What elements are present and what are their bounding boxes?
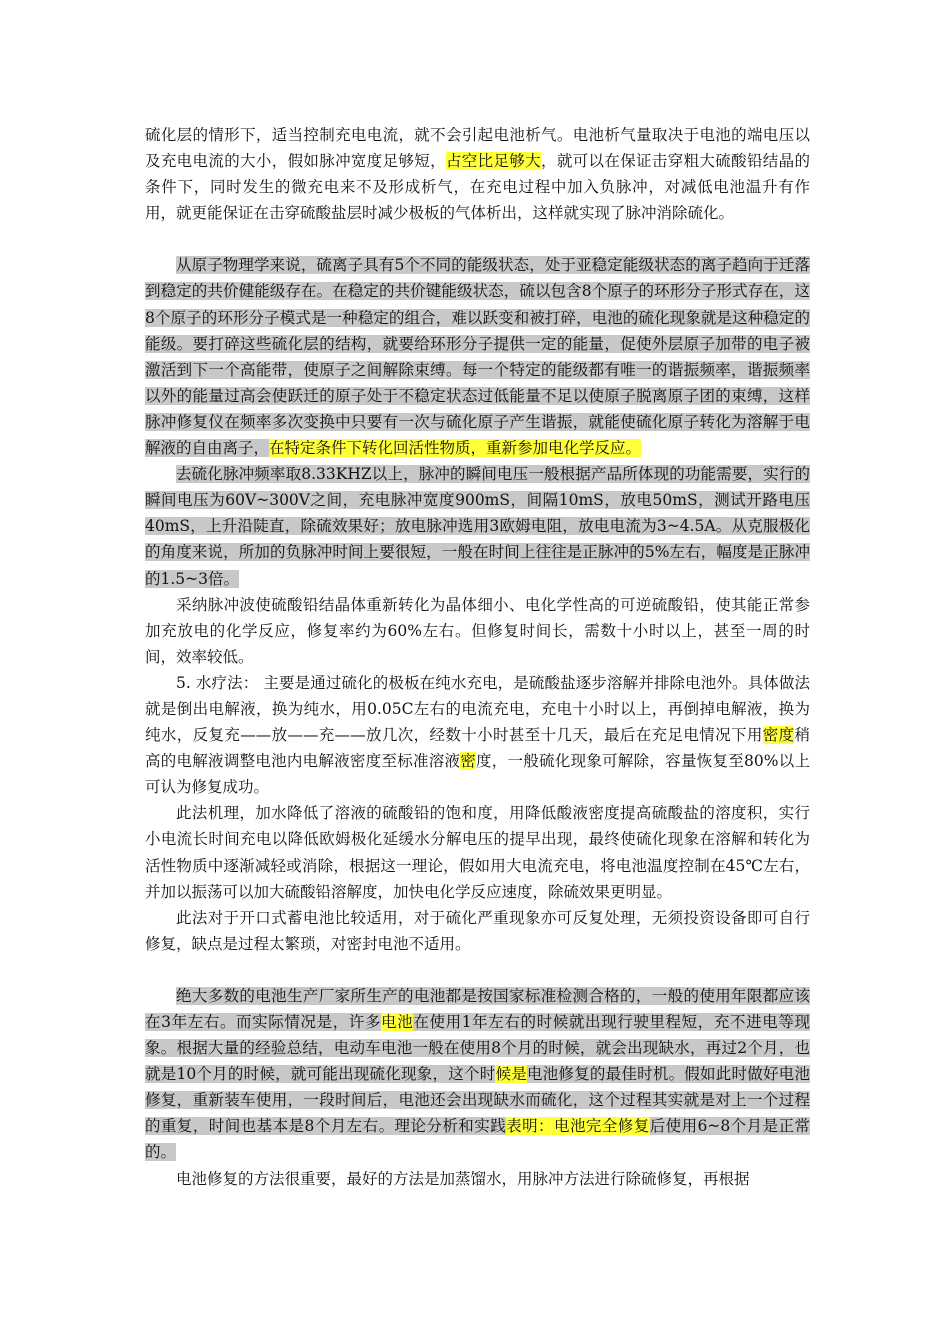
text-run: ，就可以在保证击穿粗大硫酸铅结晶的条件下，同时发生的微充电来不及形成析气，在充电过程中加入负脉冲，对减低电池温升有作用，就更能保证在击穿硫酸盐层时减少极板的气体析出，这样就实现了脉冲消除硫化。 xyxy=(145,152,810,223)
text-run: 度，一般硫化现象可解除，容量恢复至80%以上可认为修复成功。 xyxy=(145,752,810,797)
shaded-text: 在使用1年左右的时候就出现行驶里程短，充不进电等现象。根据大量的经验总结，电动车电池一般在使用8个月的时候，就会出现缺水，再过2个月，也就是10个月的时候，就可能出现硫化现象，这个时 xyxy=(145,1013,810,1084)
highlighted-text: 密 xyxy=(460,752,477,771)
text-run: 采纳脉冲波使硫酸铅结晶体重新转化为晶体细小、电化学性高的可逆硫酸铅，使其能正常参加充放电的化学反应，修复率约为60%左右。但修复时间长，需数十小时以上，甚至一周的时间，效率较低。 xyxy=(145,595,810,666)
highlighted-text: 密度 xyxy=(762,726,795,745)
document-page xyxy=(145,122,810,1192)
shaded-text: 绝大多数的电池生产厂家所生产的电池都是按国家标准检测合格的，一般的使用年限都应该在3年左右。而实际情况是，许多 xyxy=(145,986,810,1031)
paragraph-pulse-desulfation xyxy=(145,122,810,226)
paragraph-battery-lifespan xyxy=(145,983,810,1166)
text-run: 5. 水疗法： 主要是通过硫化的极板在纯水充电，是硫酸盐逐步溶解并排除电池外。具体做法就是倒出电解液，换为纯水，用0.05C左右的电流充电，充电十小时以上，再倒掉电解液，换为纯水，反复充——放——充——放几次，经数十小时甚至十几天，最后在充足电情况下用 xyxy=(145,673,810,745)
text-run: 此法对于开口式蓄电池比较适用，对于硫化严重现象亦可反复处理，无须投资设备即可自行修复，缺点是过程太繁琐，对密封电池不适用。 xyxy=(145,908,810,953)
blank-line xyxy=(145,226,810,252)
highlighted-text: 占空比足够大 xyxy=(445,152,542,171)
text-run: 硫化层的情形下，适当控制充电电流，就不会引起电池析气。电池析气量取决于电池的端电压以及充电电流的大小，假如脉冲宽度足够短， xyxy=(145,126,810,171)
paragraph-pulse-frequency xyxy=(145,461,810,591)
paragraph-repair-method xyxy=(145,1166,810,1192)
blank-line xyxy=(145,957,810,983)
shaded-text: 电池修复的最佳时机。假如此时做好电池修复，重新装车使用，一段时间后，电池还会出现缺水而硫化，这个过程其实就是对上一个过程的重复，时间也基本是8个月左右。理论分析和实践 xyxy=(145,1065,810,1136)
paragraph-water-therapy xyxy=(145,670,810,800)
paragraph-applicability xyxy=(145,905,810,957)
paragraph-pulse-wave xyxy=(145,592,810,670)
text-run: 电池修复的方法很重要，最好的方法是加蒸馏水，用脉冲方法进行除硫修复，再根据 xyxy=(176,1169,750,1188)
paragraph-atomic-physics xyxy=(145,252,810,461)
shaded-text: 后使用6~8个月是正常的。 xyxy=(145,1117,810,1162)
shaded-text: 去硫化脉冲频率取8.33KHZ以上，脉冲的瞬间电压一般根据产品所体现的功能需要，实行的瞬间电压为60V~300V之间，充电脉冲宽度900mS，间隔10mS，放电50mS，测试开路电压40mS，上升沿陡直，除硫效果好；放电脉冲选用3欧姆电阻，放电电流为3~4.5A。从克服极化的角度来说，所加的负脉冲时间上要很短，一般在时间上往往是正脉冲的5%左右，幅度是正脉冲的1.5~3倍。 xyxy=(145,465,810,588)
text-run: 此法机理，加水降低了溶液的硫酸铅的饱和度，用降低酸液密度提高硫酸盐的溶度积，实行小电流长时间充电以降低欧姆极化延缓水分解电压的提早出现，最终使硫化现象在溶解和转化为活性物质中逐渐减轻或消除，根据这一理论，假如用大电流充电，将电池温度控制在45℃左右，并加以振荡可以加大硫酸铅溶解度，加快电化学反应速度，除硫效果更明显。 xyxy=(145,804,810,901)
highlighted-text: 电池 xyxy=(381,1013,414,1031)
paragraph-mechanism xyxy=(145,800,810,904)
highlighted-text: 候是 xyxy=(495,1065,527,1084)
shaded-text: 从原子物理学来说，硫离子具有5个不同的能级状态，处于亚稳定能级状态的离子趋向于迁落到稳定的共价健能级存在。在稳定的共价键能级状态，硫以包含8个原子的环形分子形式存在，这8个原子的环形分子模式是一种稳定的组合，难以跃变和被打碎，电池的硫化现象就是这种稳定的能级。要打碎这些硫化层的结构，就要给环形分子提供一定的能量，促使外层原子加带的电子被激活到下一个高能带，使原子之间解除束缚。每一个特定的能级都有唯一的谐振频率，谐振频率以外的能量过高会使跃迁的原子处于不稳定状态过低能量不足以使原子脱离原子团的束缚，这样脉冲修复仪在频率多次变换中只要有一次与硫化原子产生谐振，就能使硫化原子转化为溶解于电解液的自由离子， xyxy=(145,256,810,458)
highlighted-text: 表明：电池完全修复 xyxy=(506,1117,650,1136)
text-run: 稍高的电解液调整电池内电解液密度至标准溶液 xyxy=(145,726,810,771)
highlighted-text: 在特定条件下转化回活性物质，重新参加电化学反应。 xyxy=(269,439,642,458)
